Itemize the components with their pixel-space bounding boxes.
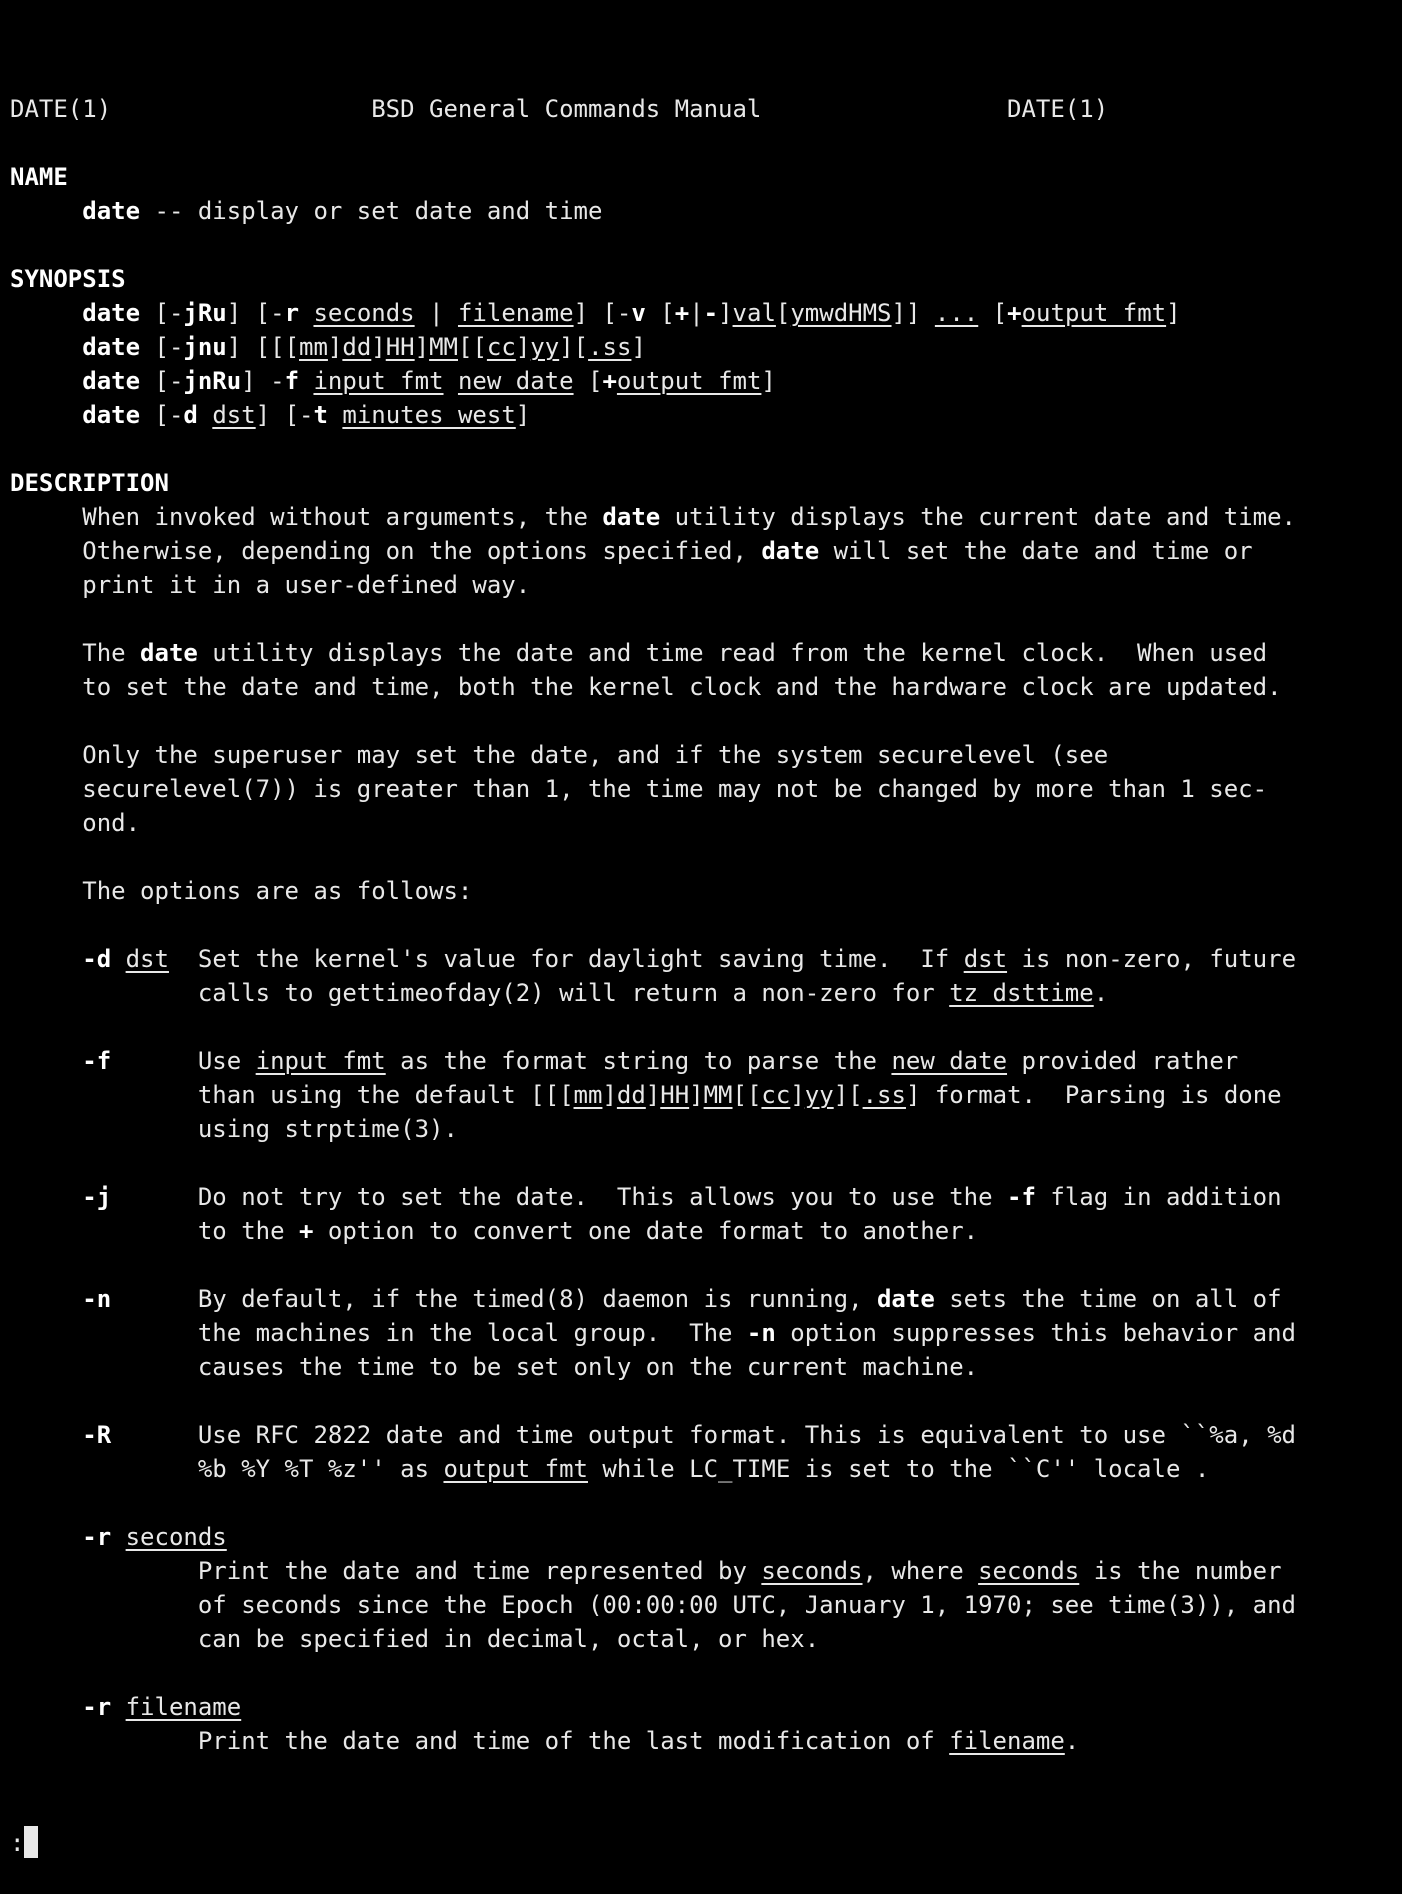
bold-text: date (602, 503, 661, 531)
bold-text: r (284, 299, 300, 327)
bold-text: date (876, 1285, 935, 1313)
plain-text: can be specified in decimal, octal, or hex. (10, 1625, 820, 1653)
plain-text: [ (978, 299, 1008, 327)
plain-text: to set the date and time, both the kernel clock and the hardware clock are updated. (10, 673, 1282, 701)
plain-text: Only the superuser may set the date, and if the system securelevel (see (10, 741, 1109, 769)
underlined-argument: minutes_west (342, 401, 516, 429)
plain-text (299, 299, 313, 327)
man-line (10, 670, 1296, 704)
bold-text: date (82, 401, 141, 429)
plain-text: ]] (891, 299, 935, 327)
underlined-argument: yy (530, 333, 560, 361)
plain-text (198, 401, 212, 429)
plain-text: [[ (458, 333, 487, 361)
plain-text: ] (414, 333, 430, 361)
plain-text: ] (631, 333, 646, 361)
man-line (10, 874, 1296, 908)
plain-text (10, 1523, 82, 1551)
pager-prompt-line[interactable] (10, 1826, 1296, 1860)
man-line (10, 126, 1296, 160)
plain-text: causes the time to be set only on the current machine. (10, 1353, 979, 1381)
bold-text: date (140, 639, 198, 667)
man-line (10, 602, 1296, 636)
man-line (10, 1622, 1296, 1656)
plain-text (10, 1047, 82, 1075)
plain-text (10, 333, 82, 361)
plain-text: ond. (10, 809, 141, 837)
bold-text: -r (82, 1693, 112, 1721)
plain-text: | (689, 299, 704, 327)
underlined-argument: cc (761, 1081, 791, 1109)
plain-text: Use RFC 2822 date and time output format. This is equivalent to use ``%a, %d (111, 1421, 1296, 1449)
plain-text: Do not try to set the date. This allows you to use the (111, 1183, 1008, 1211)
man-page-content (10, 92, 1296, 1758)
bold-text: + (1007, 299, 1022, 327)
bold-text: -j (82, 1183, 112, 1211)
bold-text: -R (82, 1421, 112, 1449)
plain-text: sets the time on all of (934, 1285, 1282, 1313)
man-line (10, 262, 1296, 296)
plain-text: ] (761, 367, 776, 395)
plain-text: [[ (732, 1081, 762, 1109)
man-line (10, 1452, 1296, 1486)
plain-text: print it in a user-defined way. (10, 571, 531, 599)
man-line (10, 1316, 1296, 1350)
bold-text: jnRu (183, 367, 242, 395)
plain-text: to the (10, 1217, 299, 1245)
man-line (10, 1384, 1296, 1418)
bold-text: jRu (183, 299, 227, 327)
underlined-argument: MM (703, 1081, 733, 1109)
plain-text: ] (515, 401, 531, 429)
man-line (10, 432, 1296, 466)
plain-text: ] format. Parsing is done (905, 1081, 1282, 1109)
underlined-argument: val (732, 299, 776, 327)
plain-text (111, 1523, 125, 1551)
plain-text: ] (327, 333, 343, 361)
man-line (10, 1078, 1296, 1112)
underlined-argument: MM (429, 333, 458, 361)
plain-text (10, 299, 82, 327)
pager-prompt: : (10, 1829, 25, 1857)
man-line (10, 1248, 1296, 1282)
underlined-argument: cc (486, 333, 516, 361)
bold-text: -d (82, 945, 112, 973)
plain-text: [- (140, 333, 184, 361)
underlined-argument: dst (212, 401, 256, 429)
man-line (10, 1112, 1296, 1146)
man-line (10, 1180, 1296, 1214)
man-line (10, 534, 1296, 568)
bold-text: -f (82, 1047, 112, 1075)
plain-text: ] (689, 1081, 704, 1109)
man-line (10, 398, 1296, 432)
plain-text: ] (515, 333, 531, 361)
underlined-argument: seconds (313, 299, 415, 327)
bold-text: + (674, 299, 690, 327)
bold-text: date (82, 197, 141, 225)
plain-text: option to convert one date format to another. (313, 1217, 979, 1245)
plain-text (10, 1421, 82, 1449)
plain-text: The (10, 639, 141, 667)
man-line (10, 636, 1296, 670)
man-line (10, 568, 1296, 602)
man-line (10, 364, 1296, 398)
man-line (10, 942, 1296, 976)
bold-text: + (298, 1217, 314, 1245)
underlined-argument: seconds (978, 1557, 1080, 1585)
plain-text (10, 197, 82, 225)
text-cursor (24, 1826, 38, 1858)
underlined-argument: ... (934, 299, 979, 327)
underlined-argument: .ss (862, 1081, 906, 1109)
plain-text: The options are as follows: (10, 877, 473, 905)
plain-text: is the number (1079, 1557, 1282, 1585)
plain-text (299, 367, 313, 395)
man-line (10, 704, 1296, 738)
underlined-argument: seconds (125, 1523, 227, 1551)
plain-text (10, 1285, 82, 1313)
bold-text: -n (746, 1319, 776, 1347)
plain-text: utility displays the date and time read from the kernel clock. When used (197, 639, 1268, 667)
underlined-argument: dst (125, 945, 169, 973)
plain-text: Print the date and time represented by (10, 1557, 762, 1585)
man-line (10, 1690, 1296, 1724)
plain-text (10, 401, 82, 429)
plain-text: ][ (559, 333, 589, 361)
bold-text: -r (82, 1523, 112, 1551)
underlined-argument: input_fmt (313, 367, 444, 395)
plain-text: [- (140, 367, 184, 395)
man-line (10, 1724, 1296, 1758)
terminal-window[interactable] (10, 24, 1296, 1894)
underlined-argument: filename (457, 299, 574, 327)
underlined-argument: seconds (761, 1557, 863, 1585)
bold-text: date (761, 537, 820, 565)
underlined-argument: ymwdHMS (790, 299, 892, 327)
underlined-argument: dd (342, 333, 372, 361)
plain-text (10, 1183, 82, 1211)
underlined-argument: dst (963, 945, 1008, 973)
bold-text: d (183, 401, 198, 429)
plain-text: By default, if the timed(8) daemon is running, (111, 1285, 877, 1313)
plain-text: [- (140, 299, 184, 327)
bold-text: -f (1007, 1183, 1036, 1211)
bold-text: - (703, 299, 719, 327)
man-line (10, 1418, 1296, 1452)
man-line (10, 1486, 1296, 1520)
plain-text: while LC_TIME is set to the ``C'' locale . (587, 1455, 1210, 1483)
plain-text (444, 367, 458, 395)
plain-text: ] [[[ (226, 333, 300, 361)
plain-text: ] (602, 1081, 617, 1109)
underlined-argument: dd (616, 1081, 646, 1109)
plain-text: flag in addition (1035, 1183, 1282, 1211)
plain-text (10, 945, 82, 973)
underlined-argument: input_fmt (255, 1047, 386, 1075)
plain-text: is non-zero, future (1007, 945, 1297, 973)
plain-text: utility displays the current date and time. (660, 503, 1296, 531)
plain-text: Set the kernel's value for daylight saving time. If (168, 945, 964, 973)
underlined-argument: new_date (457, 367, 574, 395)
underlined-argument: new_date (891, 1047, 1008, 1075)
bold-text: date (82, 299, 141, 327)
plain-text: ] [- (573, 299, 632, 327)
plain-text: option suppresses this behavior and (775, 1319, 1296, 1347)
man-line (10, 976, 1296, 1010)
plain-text: using strptime(3). (10, 1115, 458, 1143)
plain-text: . (1093, 979, 1109, 1007)
plain-text: securelevel(7)) is greater than 1, the time may not be changed by more than 1 sec- (10, 775, 1268, 803)
plain-text: %b %Y %T %z'' as (10, 1455, 444, 1483)
plain-text (328, 401, 342, 429)
man-line (10, 1588, 1296, 1622)
plain-text: When invoked without arguments, the (10, 503, 603, 531)
plain-text: -- display or set date and time (140, 197, 603, 225)
plain-text: DATE(1) BSD General Commands Manual DATE(1) (10, 95, 1109, 123)
plain-text: Otherwise, depending on the options specified, (10, 537, 762, 565)
plain-text: will set the date and time or (819, 537, 1253, 565)
bold-text: DESCRIPTION (10, 469, 169, 497)
plain-text: provided rather (1007, 1047, 1239, 1075)
plain-text: ] (645, 1081, 661, 1109)
plain-text: ][ (833, 1081, 863, 1109)
plain-text: the machines in the local group. The (10, 1319, 747, 1347)
underlined-argument: HH (660, 1081, 690, 1109)
bold-text: NAME (10, 163, 68, 191)
plain-text (10, 367, 82, 395)
man-line (10, 1350, 1296, 1384)
plain-text: ] (790, 1081, 805, 1109)
bold-text: SYNOPSIS (10, 265, 126, 293)
plain-text: ] - (241, 367, 285, 395)
man-line (10, 772, 1296, 806)
bold-text: f (284, 367, 300, 395)
man-line (10, 330, 1296, 364)
man-line (10, 160, 1296, 194)
plain-text (111, 1693, 125, 1721)
underlined-argument: output_fmt (1021, 299, 1167, 327)
plain-text: than using the default [[[ (10, 1081, 574, 1109)
man-line (10, 840, 1296, 874)
plain-text: [ (775, 299, 791, 327)
bold-text: + (602, 367, 617, 395)
plain-text: [- (140, 401, 184, 429)
bold-text: -n (82, 1285, 112, 1313)
plain-text: | (414, 299, 458, 327)
man-line (10, 738, 1296, 772)
man-line (10, 1656, 1296, 1690)
man-line (10, 1554, 1296, 1588)
man-line (10, 1044, 1296, 1078)
underlined-argument: mm (299, 333, 328, 361)
plain-text: ] [- (226, 299, 285, 327)
underlined-argument: mm (573, 1081, 603, 1109)
plain-text: Use (111, 1047, 256, 1075)
underlined-argument: output_fmt (443, 1455, 588, 1483)
plain-text: ] (718, 299, 733, 327)
plain-text: of seconds since the Epoch (00:00:00 UTC, January 1, 1970; see time(3)), and (10, 1591, 1296, 1619)
man-line (10, 296, 1296, 330)
plain-text: as the format string to parse the (385, 1047, 892, 1075)
underlined-argument: .ss (588, 333, 632, 361)
plain-text: ] [- (255, 401, 314, 429)
plain-text (10, 1693, 82, 1721)
man-line (10, 194, 1296, 228)
bold-text: jnu (183, 333, 227, 361)
underlined-argument: output_fmt (616, 367, 762, 395)
man-line (10, 908, 1296, 942)
plain-text: , where (862, 1557, 979, 1585)
man-line (10, 1010, 1296, 1044)
underlined-argument: filename (949, 1727, 1065, 1755)
bold-text: date (82, 333, 141, 361)
man-line (10, 1214, 1296, 1248)
underlined-argument: HH (385, 333, 415, 361)
bold-text: date (82, 367, 141, 395)
underlined-argument: tz_dsttime (949, 979, 1094, 1007)
man-line (10, 1282, 1296, 1316)
plain-text: [ (645, 299, 675, 327)
plain-text: [ (573, 367, 603, 395)
man-line (10, 92, 1296, 126)
bold-text: v (631, 299, 646, 327)
man-line (10, 228, 1296, 262)
underlined-argument: yy (804, 1081, 834, 1109)
plain-text: ] (371, 333, 386, 361)
man-line (10, 1520, 1296, 1554)
man-line (10, 500, 1296, 534)
bold-text: t (313, 401, 328, 429)
underlined-argument: filename (125, 1693, 242, 1721)
plain-text: . (1064, 1727, 1080, 1755)
plain-text: Print the date and time of the last modification of (10, 1727, 950, 1755)
plain-text: ] (1166, 299, 1181, 327)
plain-text: calls to gettimeofday(2) will return a non-zero for (10, 979, 950, 1007)
plain-text (111, 945, 125, 973)
man-line (10, 466, 1296, 500)
man-line (10, 806, 1296, 840)
man-line (10, 1146, 1296, 1180)
